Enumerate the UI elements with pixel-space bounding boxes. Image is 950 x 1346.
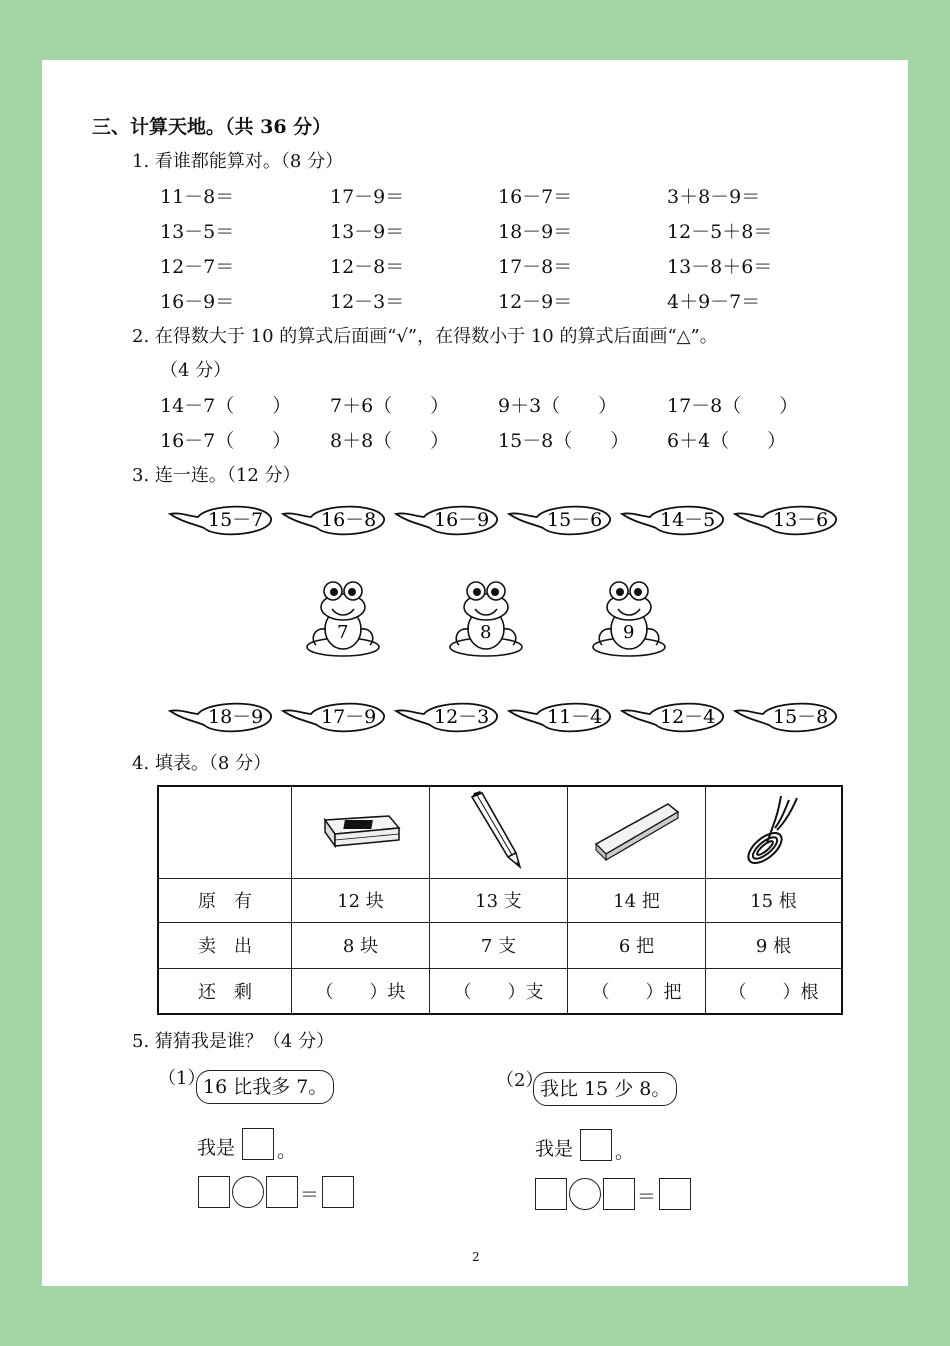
compare-item[interactable]: 9＋3（ ） (498, 395, 618, 417)
tadpole-label: 12－4 (660, 706, 716, 728)
exercise-item: 12－9＝ (498, 291, 573, 313)
tadpole-label: 12－3 (434, 706, 490, 728)
q5-title: 5. 猜猜我是谁？（4 分） (132, 1031, 335, 1052)
exercise-item: 12－5＋8＝ (667, 221, 773, 243)
original-cell: 14 把 (568, 878, 706, 922)
exercise-item: 12－7＝ (160, 256, 235, 278)
q2-title: 2. 在得数大于 10 的算式后面画“√”，在得数小于 10 的算式后面画“△”。 (132, 326, 718, 347)
ruler-cell (568, 786, 706, 878)
ruler-icon (592, 798, 682, 862)
exercise-item: 18－9＝ (498, 221, 573, 243)
tadpole-bubble[interactable] (168, 500, 274, 540)
equation-box[interactable] (198, 1176, 230, 1208)
answer-box[interactable] (580, 1129, 612, 1161)
exercise-item: 13－8＋6＝ (667, 256, 773, 278)
page-number: 2 (472, 1250, 480, 1264)
exercise-item: 17－9＝ (330, 186, 405, 208)
equation-result-box[interactable] (659, 1178, 691, 1210)
exercise-item: 16－9＝ (160, 291, 235, 313)
q5-part1-answer-label: 我是 (197, 1137, 236, 1159)
equals-sign: ＝ (637, 1186, 657, 1208)
original-cell: 13 支 (430, 878, 568, 922)
compare-item[interactable]: 8＋8（ ） (330, 430, 450, 452)
remain-cell[interactable]: （ ）根 (706, 968, 843, 1014)
exercise-item: 12－3＝ (330, 291, 405, 313)
sold-cell: 8 块 (292, 922, 430, 968)
rope-icon (739, 792, 809, 868)
original-cell: 15 根 (706, 878, 843, 922)
tadpole-label: 14－5 (660, 509, 716, 531)
frog-number: 9 (623, 622, 635, 643)
tadpole-bubble[interactable] (394, 500, 500, 540)
remain-cell[interactable]: （ ）支 (430, 968, 568, 1014)
tadpole-bubble[interactable] (281, 500, 387, 540)
tadpole-label: 16－8 (321, 509, 377, 531)
rope-cell (706, 786, 843, 878)
q4-title: 4. 填表。（8 分） (132, 753, 272, 774)
equation-box[interactable] (603, 1178, 635, 1210)
compare-item[interactable]: 16－7（ ） (160, 430, 292, 452)
tadpole-label: 15－6 (547, 509, 603, 531)
tadpole-bubble[interactable] (507, 500, 613, 540)
operator-circle[interactable] (232, 1176, 264, 1208)
tadpole-bubble[interactable] (620, 697, 726, 737)
fill-table (157, 785, 843, 1015)
sold-cell: 9 根 (706, 922, 843, 968)
tadpole-label: 15－8 (773, 706, 829, 728)
exercise-item: 13－5＝ (160, 221, 235, 243)
answer-box[interactable] (242, 1128, 274, 1160)
tadpole-label: 18－9 (208, 706, 264, 728)
frog-icon[interactable] (590, 577, 668, 659)
q5-part2-period: 。 (615, 1141, 635, 1163)
frog-number: 7 (337, 622, 349, 643)
eraser-cell (292, 786, 430, 878)
q5-part2-answer-label: 我是 (535, 1138, 574, 1160)
q5-part2-number: （2） (496, 1070, 544, 1091)
q5-part1-period: 。 (277, 1140, 297, 1162)
remain-cell[interactable]: （ ）把 (568, 968, 706, 1014)
exercise-item: 13－9＝ (330, 221, 405, 243)
q1-title: 1. 看谁都能算对。（8 分） (132, 151, 344, 172)
tadpole-bubble[interactable] (733, 500, 839, 540)
operator-circle[interactable] (569, 1178, 601, 1210)
exercise-item: 11－8＝ (160, 186, 235, 208)
sold-cell: 7 支 (430, 922, 568, 968)
equation-box[interactable] (266, 1176, 298, 1208)
tadpole-label: 11－4 (547, 706, 603, 728)
equation-box[interactable] (535, 1178, 567, 1210)
remain-cell[interactable]: （ ）块 (292, 968, 430, 1014)
table-corner-cell (158, 786, 292, 878)
eraser-icon (319, 808, 403, 852)
compare-item[interactable]: 17－8（ ） (667, 395, 799, 417)
pencil-cell (430, 786, 568, 878)
tadpole-bubble[interactable] (394, 697, 500, 737)
equals-sign: ＝ (300, 1184, 320, 1206)
exercise-item: 4＋9－7＝ (667, 291, 761, 313)
row-label-remain: 还 剩 (158, 968, 292, 1014)
original-cell: 12 块 (292, 878, 430, 922)
equation-result-box[interactable] (322, 1176, 354, 1208)
exercise-item: 17－8＝ (498, 256, 573, 278)
compare-item[interactable]: 7＋6（ ） (330, 395, 450, 417)
row-label-original: 原 有 (158, 878, 292, 922)
tadpole-label: 15－7 (208, 509, 264, 531)
tadpole-bubble[interactable] (620, 500, 726, 540)
tadpole-bubble[interactable] (168, 697, 274, 737)
tadpole-bubble[interactable] (733, 697, 839, 737)
section-title: 三、计算天地。（共 36 分） (92, 116, 332, 138)
tadpole-bubble[interactable] (507, 697, 613, 737)
row-label-sold: 卖 出 (158, 922, 292, 968)
q5-part2-clue: 我比 15 少 8。 (533, 1072, 677, 1106)
q5-part1-clue: 16 比我多 7。 (196, 1070, 334, 1104)
q5-part1-number: （1） (158, 1068, 206, 1089)
exercise-item: 3＋8－9＝ (667, 186, 761, 208)
frog-number: 8 (480, 622, 492, 643)
exercise-item: 16－7＝ (498, 186, 573, 208)
pencil-icon (464, 791, 534, 869)
exercise-item: 12－8＝ (330, 256, 405, 278)
q3-title: 3. 连一连。（12 分） (132, 465, 301, 486)
sold-cell: 6 把 (568, 922, 706, 968)
frog-icon[interactable] (304, 577, 382, 659)
tadpole-label: 13－6 (773, 509, 829, 531)
tadpole-bubble[interactable] (281, 697, 387, 737)
tadpole-label: 17－9 (321, 706, 377, 728)
compare-item[interactable]: 6＋4（ ） (667, 430, 787, 452)
tadpole-label: 16－9 (434, 509, 490, 531)
q2-points: （4 分） (160, 360, 232, 381)
compare-item[interactable]: 14－7（ ） (160, 395, 292, 417)
compare-item[interactable]: 15－8（ ） (498, 430, 630, 452)
frog-icon[interactable] (447, 577, 525, 659)
